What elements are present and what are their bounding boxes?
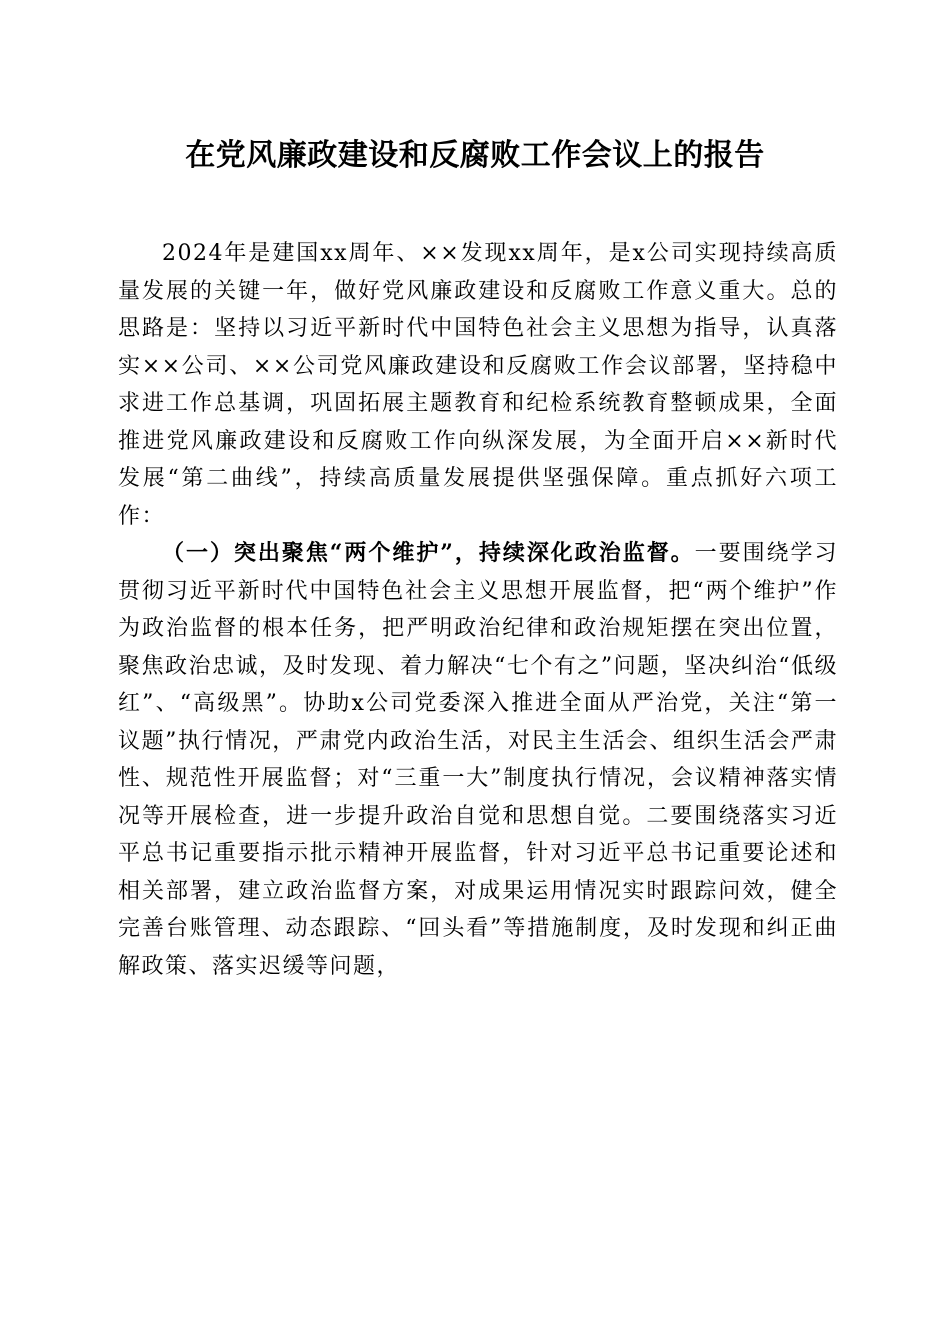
paragraph-text: 一要围绕学习贯彻习近平新时代中国特色社会主义思想开展监督，把“两个维护”作为政治监督的根本任务，把严明政治纪律和政治规矩摆在突出位置，聚焦政治忠诚，及时发现、着力解决“七个有之”问题，坚决纠治“低级红”、“高级黑”。协助x公司党委深入推进全面从严治党，关注“第一议题”执行情况，严肃党内政治生活，对民主生活会、组织生活会严肃性、规范性开展监督；对“三重一大”制度执行情况，会议精神落实情况等开展检查，进一步提升政治自觉和思想自觉。二要围绕落实习近平总书记重要指示批示精神开展监督，针对习近平总书记重要论述和相关部署，建立政治监督方案，对成果运用情况实时跟踪问效，健全完善台账管理、动态跟踪、“回头看”等措施制度，及时发现和纠正曲解政策、落实迟缓等问题， xyxy=(118,541,838,979)
document-body xyxy=(118,235,838,985)
paragraph-text: 2024年是建国xx周年、××发现xx周年，是x公司实现持续高质量发展的关键一年，做好党风廉政建设和反腐败工作意义重大。总的思路是：坚持以习近平新时代中国特色社会主义思想为指导，认真落实××公司、××公司党风廉政建设和反腐败工作会议部署，坚持稳中求进工作总基调，巩固拓展主题教育和纪检系统教育整顿成果，全面推进党风廉政建设和反腐败工作向纵深发展，为全面开启××新时代发展“第二曲线”，持续高质量发展提供坚强保障。重点抓好六项工作： xyxy=(118,241,838,529)
paragraph-intro xyxy=(118,235,838,535)
paragraph-lead: （一）突出聚焦“两个维护”，持续深化政治监督。 xyxy=(162,540,695,566)
paragraph-section-1 xyxy=(118,535,838,985)
document-title: 在党风廉政建设和反腐败工作会议上的报告 xyxy=(185,138,765,173)
